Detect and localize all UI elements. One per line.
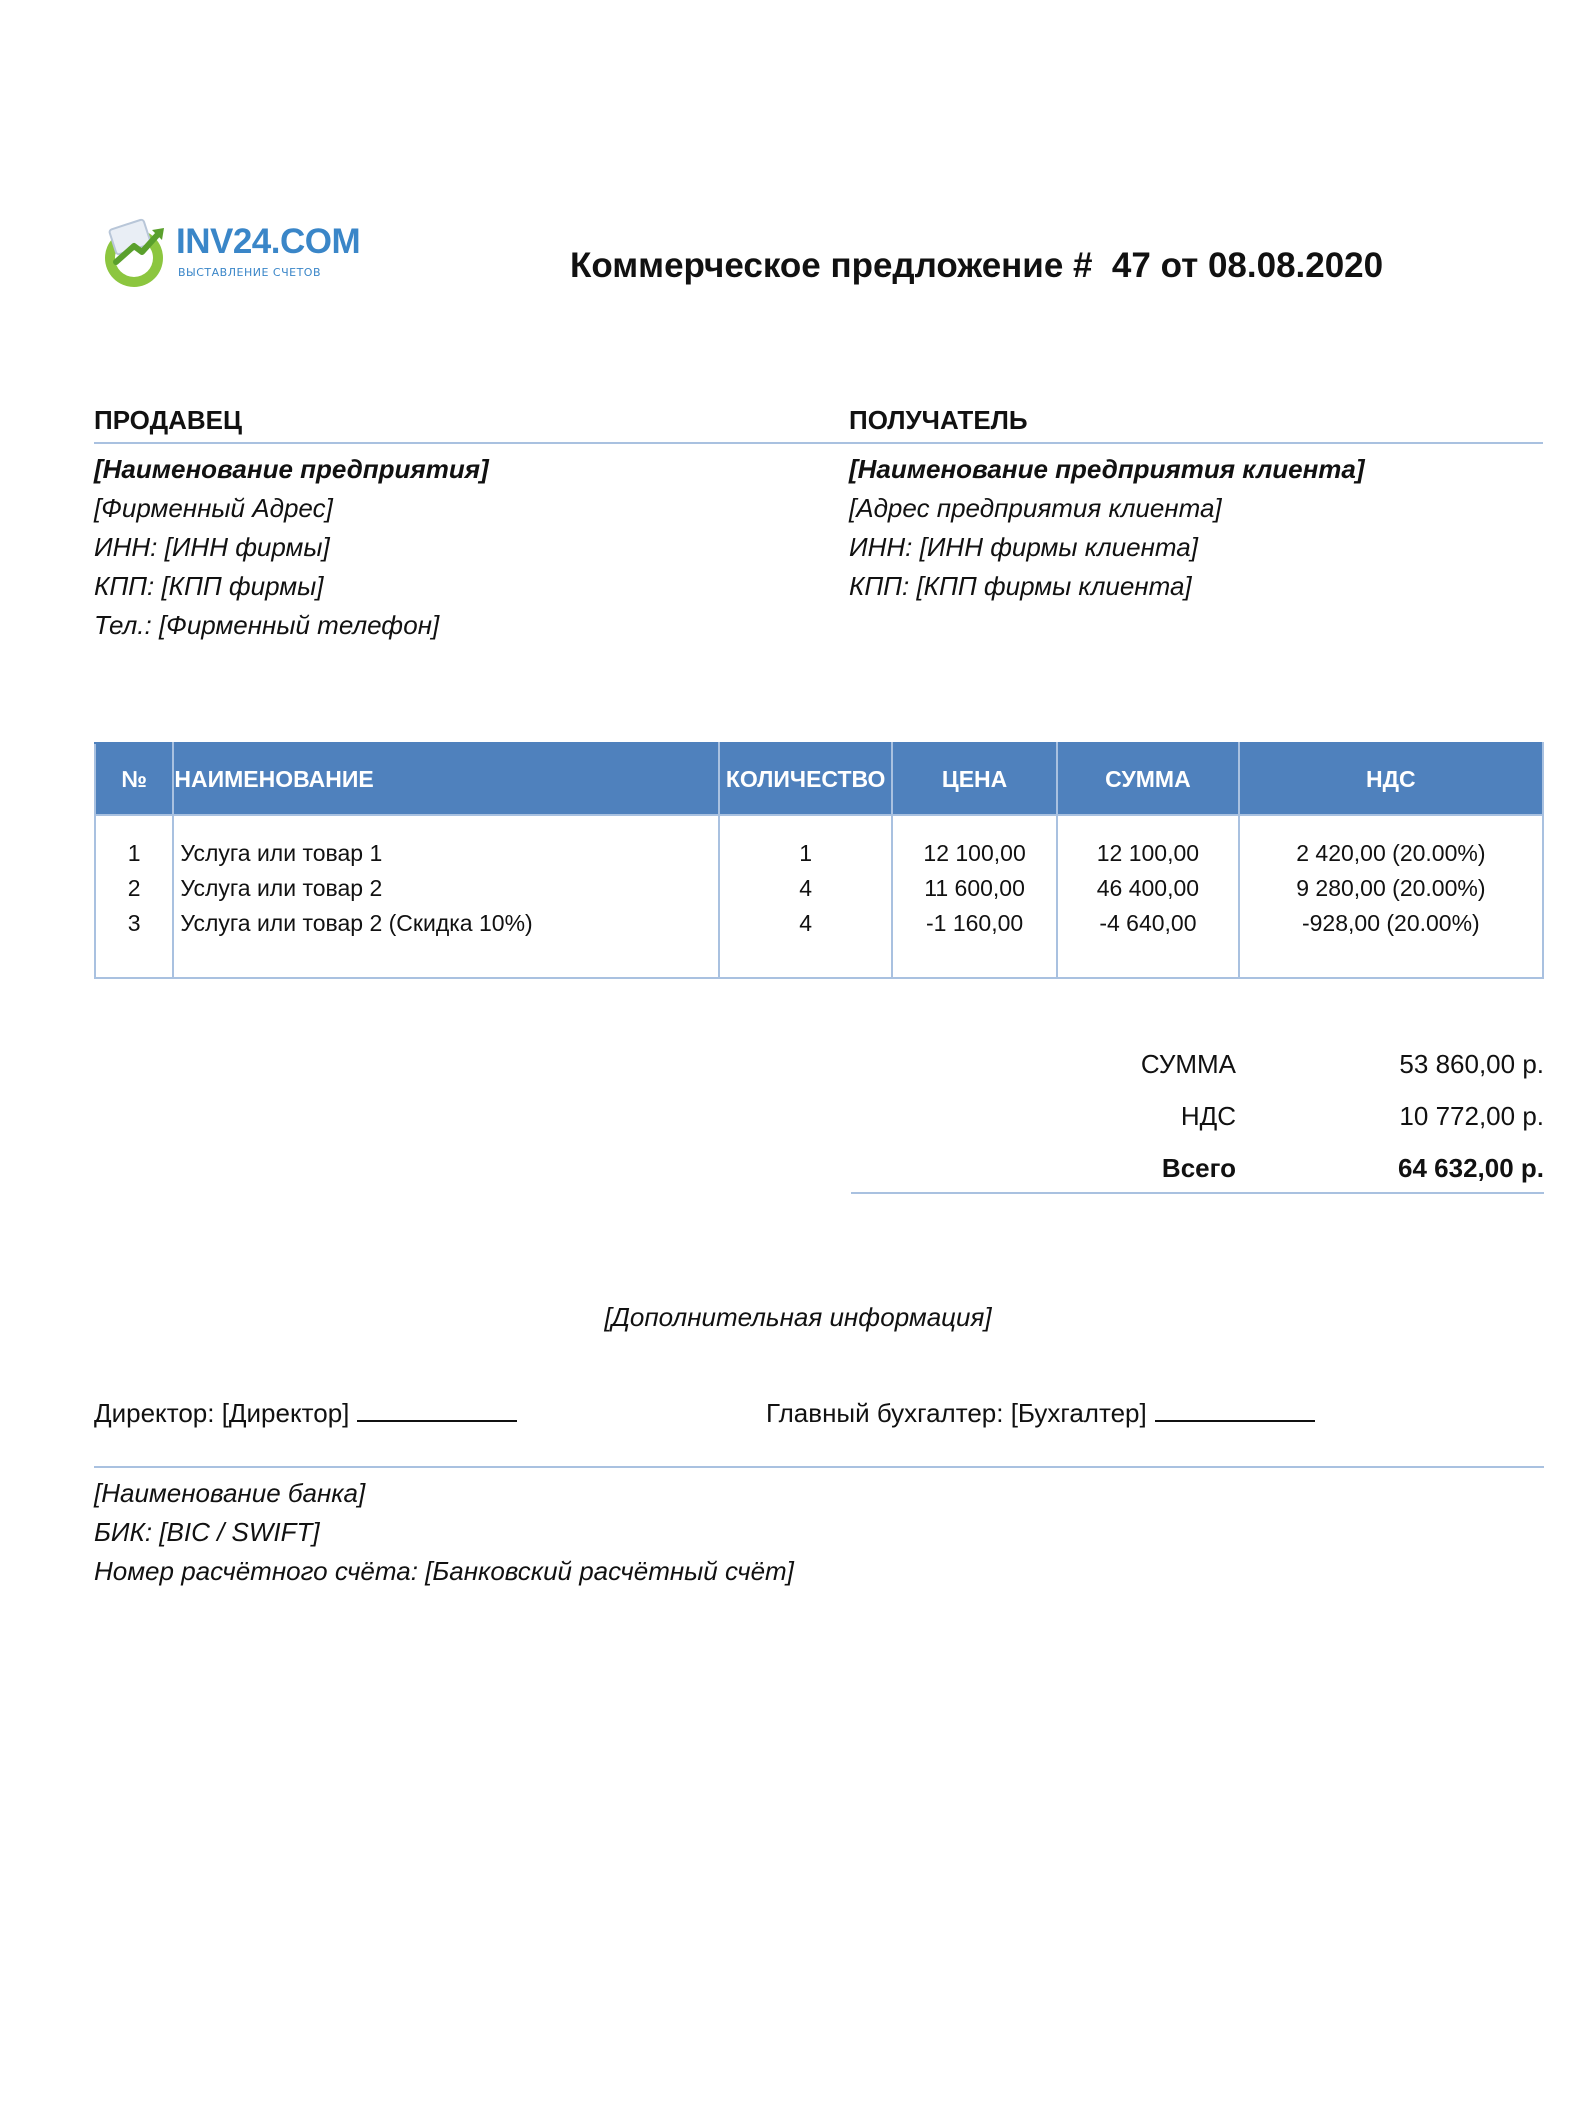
seller-heading: ПРОДАВЕЦ — [94, 402, 850, 444]
row-number: 2 — [95, 871, 173, 906]
row-vat: 2 420,00 (20.00%) — [1239, 836, 1543, 871]
row-price: 12 100,00 — [892, 836, 1057, 871]
logo-wordmark: INV24.COM — [176, 222, 361, 261]
buyer-block — [849, 402, 1543, 606]
totals-sum-value: 53 860,00 р. — [1399, 1049, 1544, 1079]
table-row — [95, 871, 1543, 906]
column-header-quantity: КОЛИЧЕСТВО — [719, 743, 892, 815]
row-sum: 46 400,00 — [1057, 871, 1239, 906]
buyer-company-name: [Наименование предприятия клиента] — [849, 454, 1365, 484]
column-header-price: ЦЕНА — [892, 743, 1057, 815]
director-signature-line — [357, 1394, 517, 1422]
row-quantity: 1 — [719, 836, 892, 871]
totals-block — [851, 1038, 1544, 1194]
column-header-vat: НДС — [1239, 743, 1543, 815]
column-header-number: № — [95, 743, 173, 815]
totals-grand-row — [851, 1142, 1544, 1194]
director-signature — [94, 1394, 517, 1429]
row-quantity: 4 — [719, 906, 892, 941]
row-number: 3 — [95, 906, 173, 941]
table-row — [95, 836, 1543, 871]
buyer-address: [Адрес предприятия клиента] — [849, 493, 1222, 523]
row-item-name: Услуга или товар 1 — [173, 836, 719, 871]
buyer-heading: ПОЛУЧАТЕЛЬ — [849, 402, 1543, 444]
seller-inn: ИНН: [ИНН фирмы] — [94, 532, 330, 562]
totals-sum-row — [851, 1038, 1544, 1090]
bank-divider — [94, 1466, 1544, 1468]
accountant-signature-line — [1155, 1394, 1315, 1422]
bank-name: [Наименование банка] — [94, 1478, 366, 1508]
row-sum: -4 640,00 — [1057, 906, 1239, 941]
table-spacer-bottom — [95, 941, 1543, 978]
bank-bic: БИК: [BIC / SWIFT] — [94, 1517, 320, 1547]
row-vat: 9 280,00 (20.00%) — [1239, 871, 1543, 906]
buyer-inn: ИНН: [ИНН фирмы клиента] — [849, 532, 1198, 562]
row-item-name: Услуга или товар 2 (Скидка 10%) — [173, 906, 719, 941]
row-sum: 12 100,00 — [1057, 836, 1239, 871]
bank-account: Номер расчётного счёта: [Банковский расчётный счёт] — [94, 1556, 794, 1586]
logo-icon — [102, 218, 172, 290]
row-quantity: 4 — [719, 871, 892, 906]
seller-block — [94, 402, 850, 645]
logo-subtitle: ВЫСТАВЛЕНИЕ СЧЕТОВ — [178, 266, 321, 279]
row-number: 1 — [95, 836, 173, 871]
company-logo — [102, 218, 361, 290]
seller-kpp: КПП: [КПП фирмы] — [94, 571, 324, 601]
accountant-signature — [766, 1394, 1315, 1429]
totals-grand-label: Всего — [1161, 1153, 1236, 1183]
items-table — [94, 742, 1544, 979]
document-title: Коммерческое предложение # 47 от 08.08.2020 — [570, 246, 1384, 285]
totals-vat-value: 10 772,00 р. — [1399, 1101, 1544, 1131]
row-vat: -928,00 (20.00%) — [1239, 906, 1543, 941]
seller-company-name: [Наименование предприятия] — [94, 454, 489, 484]
seller-phone: Тел.: [Фирменный телефон] — [94, 610, 440, 640]
accountant-label: Главный бухгалтер: [Бухгалтер] — [766, 1398, 1147, 1428]
column-header-name: НАИМЕНОВАНИЕ — [173, 743, 719, 815]
row-item-name: Услуга или товар 2 — [173, 871, 719, 906]
director-label: Директор: [Директор] — [94, 1398, 350, 1428]
totals-grand-value: 64 632,00 р. — [1398, 1153, 1544, 1183]
table-header-row — [95, 743, 1543, 815]
table-spacer-top — [95, 815, 1543, 836]
bank-details — [94, 1474, 794, 1591]
table-row — [95, 906, 1543, 941]
buyer-kpp: КПП: [КПП фирмы клиента] — [849, 571, 1192, 601]
totals-sum-label: СУММА — [1140, 1049, 1236, 1079]
column-header-sum: СУММА — [1057, 743, 1239, 815]
row-price: 11 600,00 — [892, 871, 1057, 906]
seller-address: [Фирменный Адрес] — [94, 493, 333, 523]
additional-info: [Дополнительная информация] — [604, 1302, 992, 1332]
totals-vat-label: НДС — [1180, 1101, 1236, 1131]
totals-vat-row — [851, 1090, 1544, 1142]
row-price: -1 160,00 — [892, 906, 1057, 941]
